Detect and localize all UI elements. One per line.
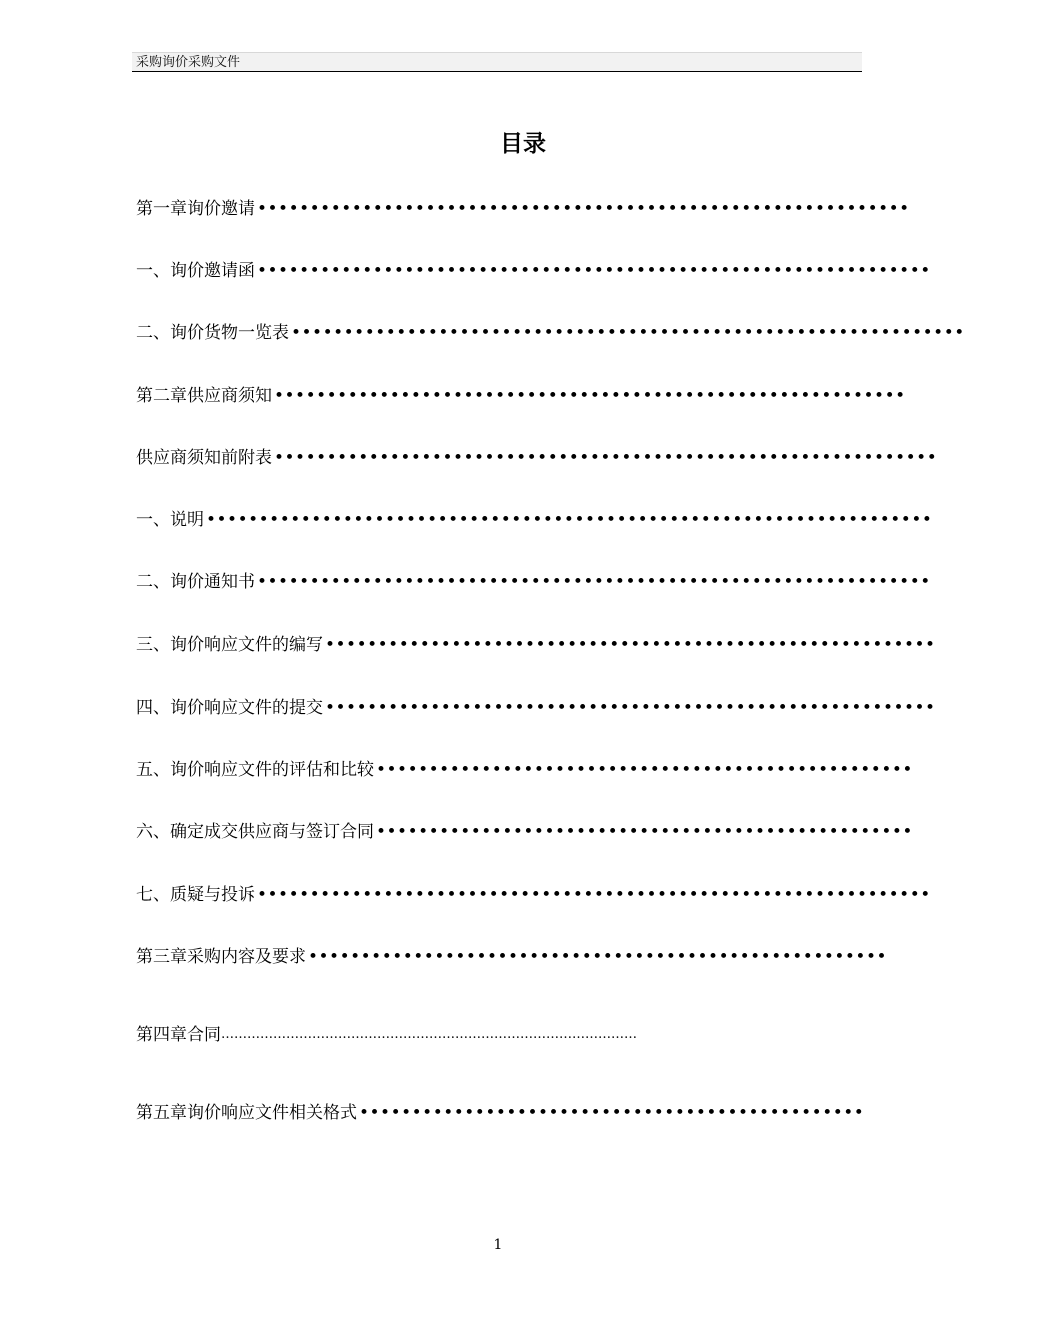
- toc-entry[interactable]: [136, 383, 906, 409]
- toc-title: 目录: [500, 131, 546, 157]
- toc-entry-label: 第五章询价响应文件相关格式: [136, 1103, 357, 1123]
- toc-entry[interactable]: [136, 1100, 865, 1126]
- toc-entry-label: 七、质疑与投诉: [136, 885, 255, 905]
- toc-entry[interactable]: [136, 507, 933, 533]
- toc-dot-leader: ••••••••••••••••••••••••••••••••••••••••••••••••••••••••••••: [274, 386, 906, 406]
- toc-dot-leader: •••••••••••••••••••••••••••••••••••••••••••••••••••••••: [308, 947, 888, 967]
- toc-dot-leader: ••••••••••••••••••••••••••••••••••••••••••••••••••••••••••••••••: [257, 572, 931, 592]
- toc-entry-label: 四、询价响应文件的提交: [136, 698, 323, 718]
- toc-entry[interactable]: [136, 569, 931, 595]
- toc-entry[interactable]: [136, 944, 888, 970]
- toc-entry-label: 二、询价通知书: [136, 572, 255, 592]
- toc-entry-label: 第二章供应商须知: [136, 386, 272, 406]
- toc-entry[interactable]: [136, 882, 931, 908]
- toc-dot-leader: ••••••••••••••••••••••••••••••••••••••••••••••••: [359, 1103, 865, 1123]
- toc-entry-label: 供应商须知前附表: [136, 448, 272, 468]
- toc-entry-label: 六、确定成交供应商与签订合同: [136, 822, 374, 842]
- toc-entry[interactable]: [136, 632, 936, 658]
- toc-entry[interactable]: [136, 320, 965, 346]
- toc-entry[interactable]: [136, 819, 913, 845]
- toc-dot-leader: •••••••••••••••••••••••••••••••••••••••••••••••••••: [376, 822, 913, 842]
- toc-dot-leader: •••••••••••••••••••••••••••••••••••••••••••••••••••: [376, 760, 913, 780]
- page-header: [132, 52, 862, 72]
- toc-dot-leader: •••••••••••••••••••••••••••••••••••••••••••••••••••••••••••••••: [274, 448, 938, 468]
- toc-dot-leader: ••••••••••••••••••••••••••••••••••••••••••••••••••••••••••••••••: [257, 885, 931, 905]
- toc-entry-label: 一、询价邀请函: [136, 261, 255, 281]
- toc-entry-label: 一、说明: [136, 510, 204, 530]
- toc-entry[interactable]: [136, 258, 931, 284]
- toc-dot-leader: ••••••••••••••••••••••••••••••••••••••••••••••••••••••••••••••••: [257, 261, 931, 281]
- toc-entry-label: 第一章询价邀请: [136, 199, 255, 219]
- toc-dot-leader: ••••••••••••••••••••••••••••••••••••••••••••••••••••••••••••••••: [291, 323, 965, 343]
- toc-entry-label: 三、询价响应文件的编写: [136, 635, 323, 655]
- toc-entry[interactable]: [136, 445, 938, 471]
- toc-entry-label: 第三章采购内容及要求: [136, 947, 306, 967]
- toc-entry[interactable]: [136, 757, 913, 783]
- toc-entry[interactable]: [136, 196, 910, 222]
- toc-dot-leader: ……………………………………………………………………………………: [221, 1027, 637, 1042]
- toc-entry-label: 第四章合同: [136, 1025, 221, 1045]
- toc-entry[interactable]: [136, 1022, 750, 1048]
- toc-dot-leader: ••••••••••••••••••••••••••••••••••••••••••••••••••••••••••••••: [257, 199, 910, 219]
- toc-entry[interactable]: [136, 695, 936, 721]
- toc-entry-label: 二、询价货物一览表: [136, 323, 289, 343]
- running-header-title: 采购询价采购文件: [136, 55, 241, 70]
- toc-dot-leader: ••••••••••••••••••••••••••••••••••••••••••••••••••••••••••: [325, 698, 936, 718]
- toc-entry-label: 五、询价响应文件的评估和比较: [136, 760, 374, 780]
- toc-dot-leader: ••••••••••••••••••••••••••••••••••••••••••••••••••••••••••: [325, 635, 936, 655]
- toc-dot-leader: •••••••••••••••••••••••••••••••••••••••••••••••••••••••••••••••••••••: [206, 510, 933, 530]
- page-number: 1: [493, 1237, 503, 1253]
